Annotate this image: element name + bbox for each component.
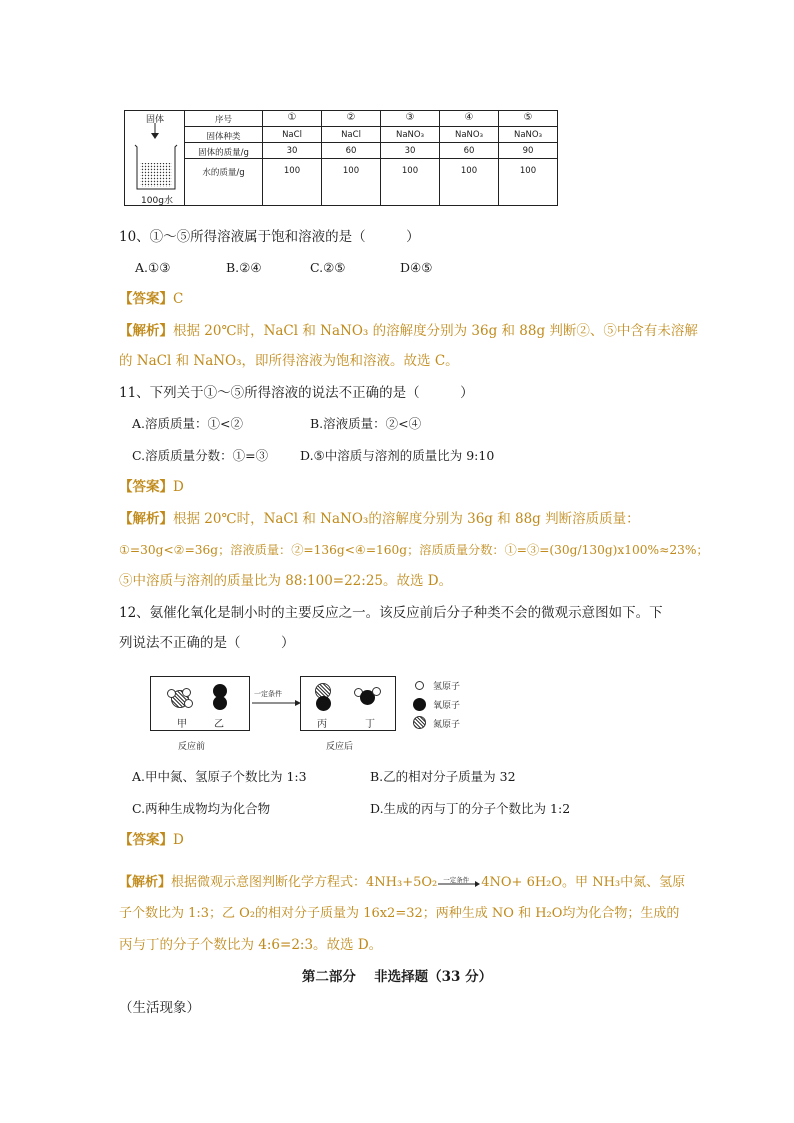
legend-o: 氧原子 xyxy=(433,701,461,711)
cell: 90 xyxy=(522,146,534,156)
legend-n-icon xyxy=(413,716,426,729)
arrow-label: 一定条件 xyxy=(254,690,282,698)
legend-h-icon xyxy=(415,681,424,690)
answer-value: C xyxy=(173,291,184,307)
q11-analysis-line-1 xyxy=(119,509,640,529)
q12-option-d: D.生成的丙与丁的分子个数比为 1:2 xyxy=(370,801,571,816)
experiment-table xyxy=(124,110,558,206)
arrow-icon xyxy=(250,698,302,708)
header-2: ② xyxy=(346,112,356,123)
q11-option-b: B.溶液质量：②<④ xyxy=(310,416,422,431)
after-box xyxy=(300,676,396,731)
q11-option-d: D.⑤中溶质与溶剂的质量比为 9:10 xyxy=(300,448,495,463)
legend-n: 氮原子 xyxy=(433,720,461,730)
equation-arrow-label: 一定条件 xyxy=(443,875,470,884)
cell: NaNO₃ xyxy=(454,130,484,140)
label-after: 反应后 xyxy=(326,742,354,752)
row-solid-mass-label: 固体的质量/g xyxy=(198,148,249,158)
q11-option-c: C.溶质质量分数：①=③ xyxy=(132,448,269,463)
legend-o-icon xyxy=(413,698,426,711)
header-3: ③ xyxy=(405,112,415,123)
cell: NaNO₃ xyxy=(395,130,425,140)
beaker-icon xyxy=(129,123,183,195)
q10-option-a: A.①③ xyxy=(135,260,171,275)
q10-option-d: D④⑤ xyxy=(400,260,433,275)
q10-stem: 10、①～⑤所得溶液属于饱和溶液的是（ ） xyxy=(119,229,420,245)
cell: 30 xyxy=(404,146,416,156)
q11-analysis-line-2: ①=30g<②=36g；溶液质量：②=136g<④=160g；溶质质量分数：①=③=(30g/130g)x100%≈23%； xyxy=(119,543,709,557)
analysis-text: 根据 20℃时，NaCl 和 NaNO₃ 的溶解度分别为 36g 和 88g 判断②、⑤中含有未溶解 xyxy=(173,323,698,339)
q11-stem: 11、下列关于①～⑤所得溶液的说法不正确的是（ ） xyxy=(119,385,474,401)
cell: 100 xyxy=(283,166,301,176)
q10-answer xyxy=(119,289,183,309)
header-1: ① xyxy=(287,112,297,123)
label-bing: 丙 xyxy=(317,719,327,730)
before-box xyxy=(150,676,250,731)
row-solid-type-label: 固体种类 xyxy=(206,132,241,142)
q12-option-b: B.乙的相对分子质量为 32 xyxy=(370,769,516,784)
part2-title: 第二部分 非选择题（33 分） xyxy=(301,969,493,985)
cell: 100 xyxy=(460,166,478,176)
analysis-text: 根据 20℃时，NaCl 和 NaNO₃的溶解度分别为 36g 和 88g 判断溶质质量： xyxy=(173,511,640,527)
label-jia: 甲 xyxy=(177,719,187,730)
part2-subtitle: （生活现象） xyxy=(119,1000,200,1016)
analysis-text: 4NO+ 6H₂O。甲 NH₃中氮、氢原 xyxy=(481,875,686,890)
q12-answer xyxy=(119,830,184,850)
analysis-label: 【解析】 xyxy=(119,323,173,339)
cell: 100 xyxy=(401,166,419,176)
cell: NaNO₃ xyxy=(513,130,543,140)
equation-arrow xyxy=(437,876,481,890)
q12-analysis-line-3: 丙与丁的分子个数比为 4:6=2:3。故选 D。 xyxy=(119,937,383,953)
q10-analysis-line-2: 的 NaCl 和 NaNO₃，即所得溶液为饱和溶液。故选 C。 xyxy=(119,353,459,369)
cell: 100 xyxy=(519,166,537,176)
cell: 60 xyxy=(463,146,475,156)
answer-value: D xyxy=(173,479,184,495)
reaction-diagram xyxy=(150,676,490,756)
q12-analysis-line-1 xyxy=(119,873,685,893)
q11-option-a: A.溶质质量：①<② xyxy=(132,416,243,431)
analysis-text: 根据微观示意图判断化学方程式：4NH₃+5O₂ xyxy=(171,875,438,890)
row-water-mass-label: 水的质量/g xyxy=(202,168,245,178)
beaker-water-label: 100g水 xyxy=(141,196,173,206)
analysis-label: 【解析】 xyxy=(119,875,172,890)
cell: NaCl xyxy=(341,130,361,140)
q11-answer xyxy=(119,477,184,497)
analysis-label: 【解析】 xyxy=(119,511,173,527)
q11-analysis-line-3: ⑤中溶质与溶剂的质量比为 88:100=22:25。故选 D。 xyxy=(119,573,453,589)
header-4: ④ xyxy=(464,112,474,123)
answer-label: 【答案】 xyxy=(119,479,173,495)
q12-option-a: A.甲中氮、氢原子个数比为 1:3 xyxy=(132,769,307,784)
equation-arrow-icon xyxy=(437,880,481,888)
beaker-figure xyxy=(125,111,185,205)
cell: 30 xyxy=(286,146,298,156)
answer-label: 【答案】 xyxy=(119,291,173,307)
q12-option-c: C.两种生成物均为化合物 xyxy=(132,801,271,816)
beaker-solid-label: 固体 xyxy=(145,115,164,125)
cell: 60 xyxy=(345,146,357,156)
q12-stem-line-2: 列说法不正确的是（ ） xyxy=(119,635,295,651)
q12-stem-line-1: 12、氨催化氧化是制小时的主要反应之一。该反应前后分子种类不会的微观示意图如下。下 xyxy=(119,605,663,621)
header-index: 序号 xyxy=(214,115,232,125)
label-yi: 乙 xyxy=(214,719,224,730)
q10-option-c: C.②⑤ xyxy=(310,260,346,275)
q12-analysis-line-2: 子个数比为 1:3；乙 O₂的相对分子质量为 16x2=32；两种生成 NO 和 H₂O均为化合物；生成的 xyxy=(119,906,680,921)
answer-label: 【答案】 xyxy=(119,832,173,848)
q10-option-b: B.②④ xyxy=(226,260,262,275)
label-ding: 丁 xyxy=(365,719,375,730)
answer-value: D xyxy=(173,832,184,848)
cell: 100 xyxy=(342,166,360,176)
header-5: ⑤ xyxy=(523,112,533,123)
legend-h: 氢原子 xyxy=(433,682,461,692)
label-before: 反应前 xyxy=(178,742,206,752)
cell: NaCl xyxy=(282,130,302,140)
q10-analysis-line-1 xyxy=(119,321,698,341)
